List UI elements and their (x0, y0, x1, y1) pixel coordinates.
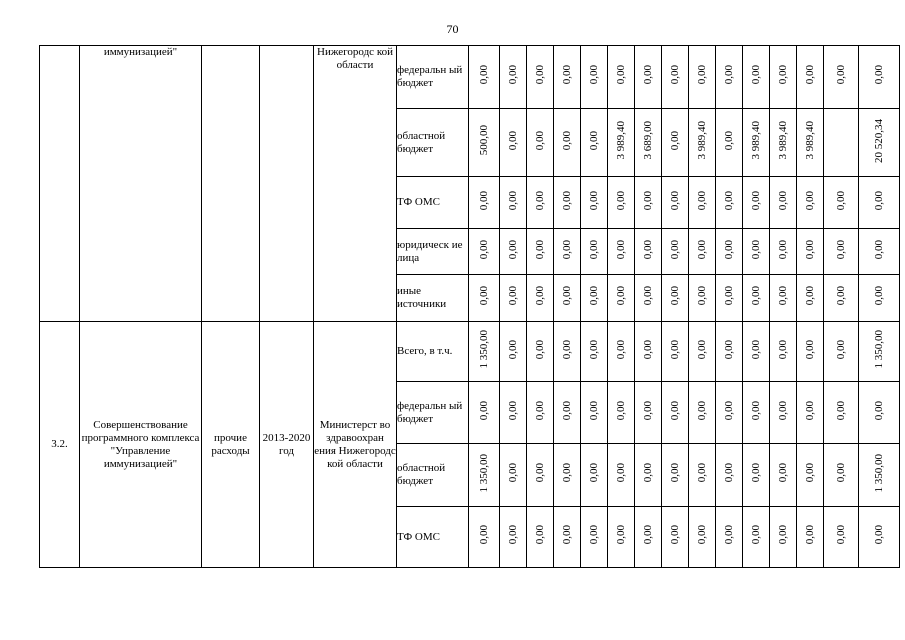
value-text: 0,00 (642, 239, 654, 260)
value-text: 0,00 (642, 339, 654, 360)
value-cell (635, 322, 662, 382)
value-cell (554, 229, 581, 275)
value-text: 0,00 (669, 400, 681, 421)
value-cell (689, 109, 716, 177)
value-text: 0,00 (804, 286, 816, 306)
value-text: 0,00 (777, 463, 789, 483)
value-text: 0,00 (750, 65, 762, 85)
value-text: 0,00 (804, 239, 816, 260)
value-text: 500,00 (478, 125, 490, 156)
value-text: 0,00 (835, 339, 847, 360)
source-cell: ТФ ОМС (397, 507, 469, 568)
value-cell (635, 46, 662, 109)
measure-name-cell: Совершенствование программного комплекса "Управление иммунизацией" (80, 322, 202, 568)
value-cell (469, 275, 500, 322)
value-cell (527, 382, 554, 444)
value-cell (716, 507, 743, 568)
value-text: 0,00 (835, 525, 847, 545)
value-text: 0,00 (750, 190, 762, 211)
value-text: 0,00 (723, 339, 735, 360)
value-cell (527, 46, 554, 109)
value-text: 0,00 (507, 239, 519, 260)
value-text: 0,00 (507, 286, 519, 306)
value-cell (554, 382, 581, 444)
value-cell (500, 177, 527, 229)
value-text: 0,00 (804, 463, 816, 483)
value-text: 0,00 (561, 339, 573, 360)
value-cell (554, 46, 581, 109)
value-text: 0,00 (615, 400, 627, 421)
value-cell (716, 444, 743, 507)
value-cell (469, 177, 500, 229)
value-text: 0,00 (750, 339, 762, 360)
value-cell (716, 229, 743, 275)
value-text: 0,00 (750, 525, 762, 545)
page-number: 70 (446, 22, 459, 36)
value-text: 0,00 (642, 65, 654, 85)
value-cell (608, 177, 635, 229)
value-text: 0,00 (696, 190, 708, 211)
value-cell (824, 229, 859, 275)
value-text: 0,00 (835, 190, 847, 211)
value-text: 0,00 (835, 463, 847, 483)
value-text: 0,00 (615, 239, 627, 260)
value-cell (608, 382, 635, 444)
value-cell (689, 229, 716, 275)
value-text: 0,00 (696, 65, 708, 85)
value-text: 1 350,00 (873, 330, 885, 369)
value-cell (743, 382, 770, 444)
value-text: 0,00 (669, 525, 681, 545)
period-cell (260, 46, 314, 322)
value-cell (635, 229, 662, 275)
number-cell: 3.2. (40, 322, 80, 568)
value-cell (770, 229, 797, 275)
value-cell (500, 444, 527, 507)
value-cell (469, 444, 500, 507)
value-text: 0,00 (750, 239, 762, 260)
value-text: 0,00 (696, 463, 708, 483)
value-cell (824, 109, 859, 177)
value-text: 0,00 (588, 463, 600, 483)
value-cell (689, 177, 716, 229)
value-cell (608, 46, 635, 109)
value-cell (797, 46, 824, 109)
value-text: 0,00 (723, 65, 735, 85)
value-text: 0,00 (561, 65, 573, 85)
value-text: 0,00 (723, 239, 735, 260)
value-cell (527, 444, 554, 507)
value-text: 0,00 (804, 400, 816, 421)
value-text: 0,00 (696, 525, 708, 545)
value-cell (689, 275, 716, 322)
value-cell (797, 275, 824, 322)
value-text: 0,00 (723, 400, 735, 421)
source-cell: областной бюджет (397, 444, 469, 507)
value-cell (469, 322, 500, 382)
value-text: 0,00 (723, 525, 735, 545)
value-text: 0,00 (873, 65, 885, 85)
value-text: 0,00 (777, 239, 789, 260)
value-cell (554, 322, 581, 382)
value-text: 0,00 (777, 339, 789, 360)
value-text: 0,00 (777, 400, 789, 421)
value-cell (554, 109, 581, 177)
value-text: 0,00 (873, 525, 885, 545)
value-text: 0,00 (534, 463, 546, 483)
value-cell (689, 46, 716, 109)
value-cell (689, 444, 716, 507)
executor-cell: Нижегородс кой области (314, 46, 397, 322)
value-cell (662, 507, 689, 568)
value-cell (824, 322, 859, 382)
value-cell (662, 275, 689, 322)
table-row (40, 46, 900, 109)
value-cell (662, 109, 689, 177)
value-text: 0,00 (588, 339, 600, 360)
value-text: 0,00 (777, 65, 789, 85)
value-cell (797, 109, 824, 177)
value-text: 0,00 (777, 525, 789, 545)
value-cell (581, 322, 608, 382)
source-cell: Всего, в т.ч. (397, 322, 469, 382)
value-cell (824, 507, 859, 568)
value-text: 0,00 (534, 65, 546, 85)
value-text: 0,00 (561, 190, 573, 211)
value-cell (581, 275, 608, 322)
value-cell (500, 109, 527, 177)
value-cell (635, 382, 662, 444)
value-cell (716, 46, 743, 109)
value-text: 0,00 (534, 239, 546, 260)
value-text: 20 520,34 (873, 118, 885, 163)
value-text: 0,00 (804, 190, 816, 211)
value-cell (770, 507, 797, 568)
value-cell (662, 177, 689, 229)
value-text: 0,00 (588, 525, 600, 545)
value-text: 3 989,40 (804, 121, 816, 160)
value-text: 0,00 (588, 130, 600, 151)
value-cell (797, 229, 824, 275)
value-text: 0,00 (777, 190, 789, 211)
source-cell: областной бюджет (397, 109, 469, 177)
value-cell (527, 275, 554, 322)
value-cell (662, 46, 689, 109)
value-text: 0,00 (507, 130, 519, 151)
value-text: 0,00 (588, 190, 600, 211)
value-cell (824, 275, 859, 322)
value-cell (716, 109, 743, 177)
value-text: 0,00 (615, 525, 627, 545)
value-cell (824, 382, 859, 444)
value-cell (635, 109, 662, 177)
value-cell (797, 177, 824, 229)
value-text: 0,00 (804, 525, 816, 545)
value-cell (716, 322, 743, 382)
value-text: 0,00 (669, 239, 681, 260)
value-cell (716, 177, 743, 229)
value-cell (797, 382, 824, 444)
value-text: 0,00 (669, 286, 681, 306)
source-cell: ТФ ОМС (397, 177, 469, 229)
value-text: 0,00 (534, 400, 546, 421)
value-text: 0,00 (561, 286, 573, 306)
value-text: 0,00 (642, 463, 654, 483)
value-cell (581, 444, 608, 507)
value-text: 0,00 (478, 239, 490, 260)
value-text: 0,00 (669, 190, 681, 211)
value-text: 0,00 (561, 239, 573, 260)
value-cell (770, 109, 797, 177)
value-text: 0,00 (669, 130, 681, 151)
value-cell (554, 177, 581, 229)
value-text: 3 689,00 (642, 121, 654, 160)
value-cell (662, 229, 689, 275)
value-text: 0,00 (615, 65, 627, 85)
value-text: 0,00 (561, 525, 573, 545)
value-text: 0,00 (615, 190, 627, 211)
value-text: 0,00 (669, 339, 681, 360)
value-text: 0,00 (507, 65, 519, 85)
value-text: 0,00 (642, 400, 654, 421)
expense-type-cell (202, 46, 260, 322)
value-text: 0,00 (642, 286, 654, 306)
value-text: 0,00 (615, 286, 627, 306)
value-cell (581, 229, 608, 275)
value-cell (859, 322, 900, 382)
value-text: 0,00 (723, 130, 735, 151)
value-cell (635, 507, 662, 568)
value-cell (859, 382, 900, 444)
value-text: 0,00 (507, 400, 519, 421)
value-cell (743, 46, 770, 109)
value-cell (743, 229, 770, 275)
value-text: 3 989,40 (777, 121, 789, 160)
value-text: 0,00 (835, 400, 847, 421)
value-text: 0,00 (750, 286, 762, 306)
value-cell (608, 109, 635, 177)
value-text: 0,00 (588, 400, 600, 421)
value-cell (581, 177, 608, 229)
value-text: 0,00 (750, 463, 762, 483)
value-cell (554, 275, 581, 322)
value-cell (716, 382, 743, 444)
value-cell (635, 444, 662, 507)
value-cell (689, 507, 716, 568)
value-cell (859, 109, 900, 177)
value-text: 0,00 (723, 286, 735, 306)
value-text: 0,00 (615, 463, 627, 483)
value-cell (500, 46, 527, 109)
value-text: 0,00 (507, 463, 519, 483)
value-cell (662, 382, 689, 444)
value-cell (689, 382, 716, 444)
value-text: 3 989,40 (696, 121, 708, 160)
value-cell (527, 322, 554, 382)
value-text: 0,00 (478, 190, 490, 211)
value-text: 3 989,40 (750, 121, 762, 160)
value-text: 0,00 (873, 400, 885, 421)
value-cell (554, 507, 581, 568)
value-text: 0,00 (507, 190, 519, 211)
value-text: 3 989,40 (615, 121, 627, 160)
value-text: 0,00 (534, 525, 546, 545)
measure-name-cell: иммунизацией" (80, 46, 202, 322)
value-cell (527, 109, 554, 177)
value-text: 0,00 (478, 400, 490, 421)
value-cell (859, 46, 900, 109)
value-cell (770, 322, 797, 382)
value-text: 0,00 (873, 286, 885, 306)
value-text: 0,00 (696, 400, 708, 421)
value-text: 0,00 (669, 463, 681, 483)
value-cell (469, 507, 500, 568)
value-cell (635, 177, 662, 229)
value-text: 0,00 (534, 130, 546, 151)
value-cell (770, 382, 797, 444)
value-text: 0,00 (561, 130, 573, 151)
value-text: 0,00 (835, 239, 847, 260)
value-text: 0,00 (561, 463, 573, 483)
value-text: 0,00 (873, 190, 885, 211)
value-text: 0,00 (561, 400, 573, 421)
value-text: 0,00 (696, 286, 708, 306)
value-cell (500, 382, 527, 444)
value-cell (797, 322, 824, 382)
value-cell (859, 275, 900, 322)
value-cell (554, 444, 581, 507)
value-text: 0,00 (669, 65, 681, 85)
value-text: 0,00 (615, 339, 627, 360)
value-cell (527, 177, 554, 229)
value-cell (581, 109, 608, 177)
value-text: 0,00 (478, 286, 490, 306)
value-cell (469, 382, 500, 444)
value-cell (797, 444, 824, 507)
value-text: 0,00 (507, 525, 519, 545)
value-cell (859, 229, 900, 275)
value-cell (608, 444, 635, 507)
value-cell (859, 177, 900, 229)
value-text: 0,00 (534, 339, 546, 360)
value-cell (635, 275, 662, 322)
value-cell (581, 382, 608, 444)
value-cell (743, 507, 770, 568)
value-cell (824, 46, 859, 109)
value-cell (608, 322, 635, 382)
value-cell (689, 322, 716, 382)
value-cell (770, 177, 797, 229)
value-cell (797, 507, 824, 568)
value-text: 0,00 (804, 65, 816, 85)
value-text: 0,00 (588, 65, 600, 85)
value-cell (716, 275, 743, 322)
value-text: 0,00 (696, 239, 708, 260)
value-cell (581, 507, 608, 568)
value-text: 0,00 (750, 400, 762, 421)
value-cell (662, 322, 689, 382)
value-cell (824, 177, 859, 229)
source-cell: юридическ ие лица (397, 229, 469, 275)
value-text: 0,00 (478, 525, 490, 545)
source-cell: иные источники (397, 275, 469, 322)
value-cell (662, 444, 689, 507)
value-cell (500, 507, 527, 568)
value-cell (859, 444, 900, 507)
value-text: 0,00 (478, 65, 490, 85)
value-cell (500, 322, 527, 382)
value-text: 0,00 (723, 190, 735, 211)
value-cell (469, 109, 500, 177)
value-text: 0,00 (588, 286, 600, 306)
table-row (40, 322, 900, 382)
value-text: 0,00 (777, 286, 789, 306)
period-cell: 2013-2020 год (260, 322, 314, 568)
value-text: 0,00 (696, 339, 708, 360)
value-cell (469, 229, 500, 275)
value-cell (527, 507, 554, 568)
value-text: 1 350,00 (478, 330, 490, 369)
value-text: 0,00 (804, 339, 816, 360)
value-cell (581, 46, 608, 109)
value-text: 1 350,00 (873, 453, 885, 493)
value-cell (743, 177, 770, 229)
value-cell (608, 507, 635, 568)
source-cell: федеральн ый бюджет (397, 46, 469, 109)
expense-type-cell: прочие расходы (202, 322, 260, 568)
value-cell (770, 46, 797, 109)
value-text: 0,00 (588, 239, 600, 260)
value-text: 0,00 (534, 286, 546, 306)
source-cell: федеральн ый бюджет (397, 382, 469, 444)
value-cell (608, 275, 635, 322)
value-text: 0,00 (835, 286, 847, 306)
executor-cell: Министерст во здравоохран ения Нижегородс кой области (314, 322, 397, 568)
value-cell (743, 444, 770, 507)
value-text: 0,00 (723, 463, 735, 483)
value-cell (743, 322, 770, 382)
value-text: 0,00 (534, 190, 546, 211)
value-text: 0,00 (873, 239, 885, 260)
value-cell (859, 507, 900, 568)
value-cell (500, 229, 527, 275)
value-text: 0,00 (642, 190, 654, 211)
value-text: 0,00 (507, 339, 519, 360)
value-text: 1 350,00 (478, 453, 490, 493)
value-cell (824, 444, 859, 507)
value-text: 0,00 (642, 525, 654, 545)
value-cell (469, 46, 500, 109)
number-cell (40, 46, 80, 322)
value-cell (770, 444, 797, 507)
budget-table (39, 45, 900, 568)
value-cell (743, 275, 770, 322)
value-cell (527, 229, 554, 275)
value-cell (500, 275, 527, 322)
value-cell (743, 109, 770, 177)
value-text: 0,00 (835, 65, 847, 85)
value-cell (770, 275, 797, 322)
value-cell (608, 229, 635, 275)
